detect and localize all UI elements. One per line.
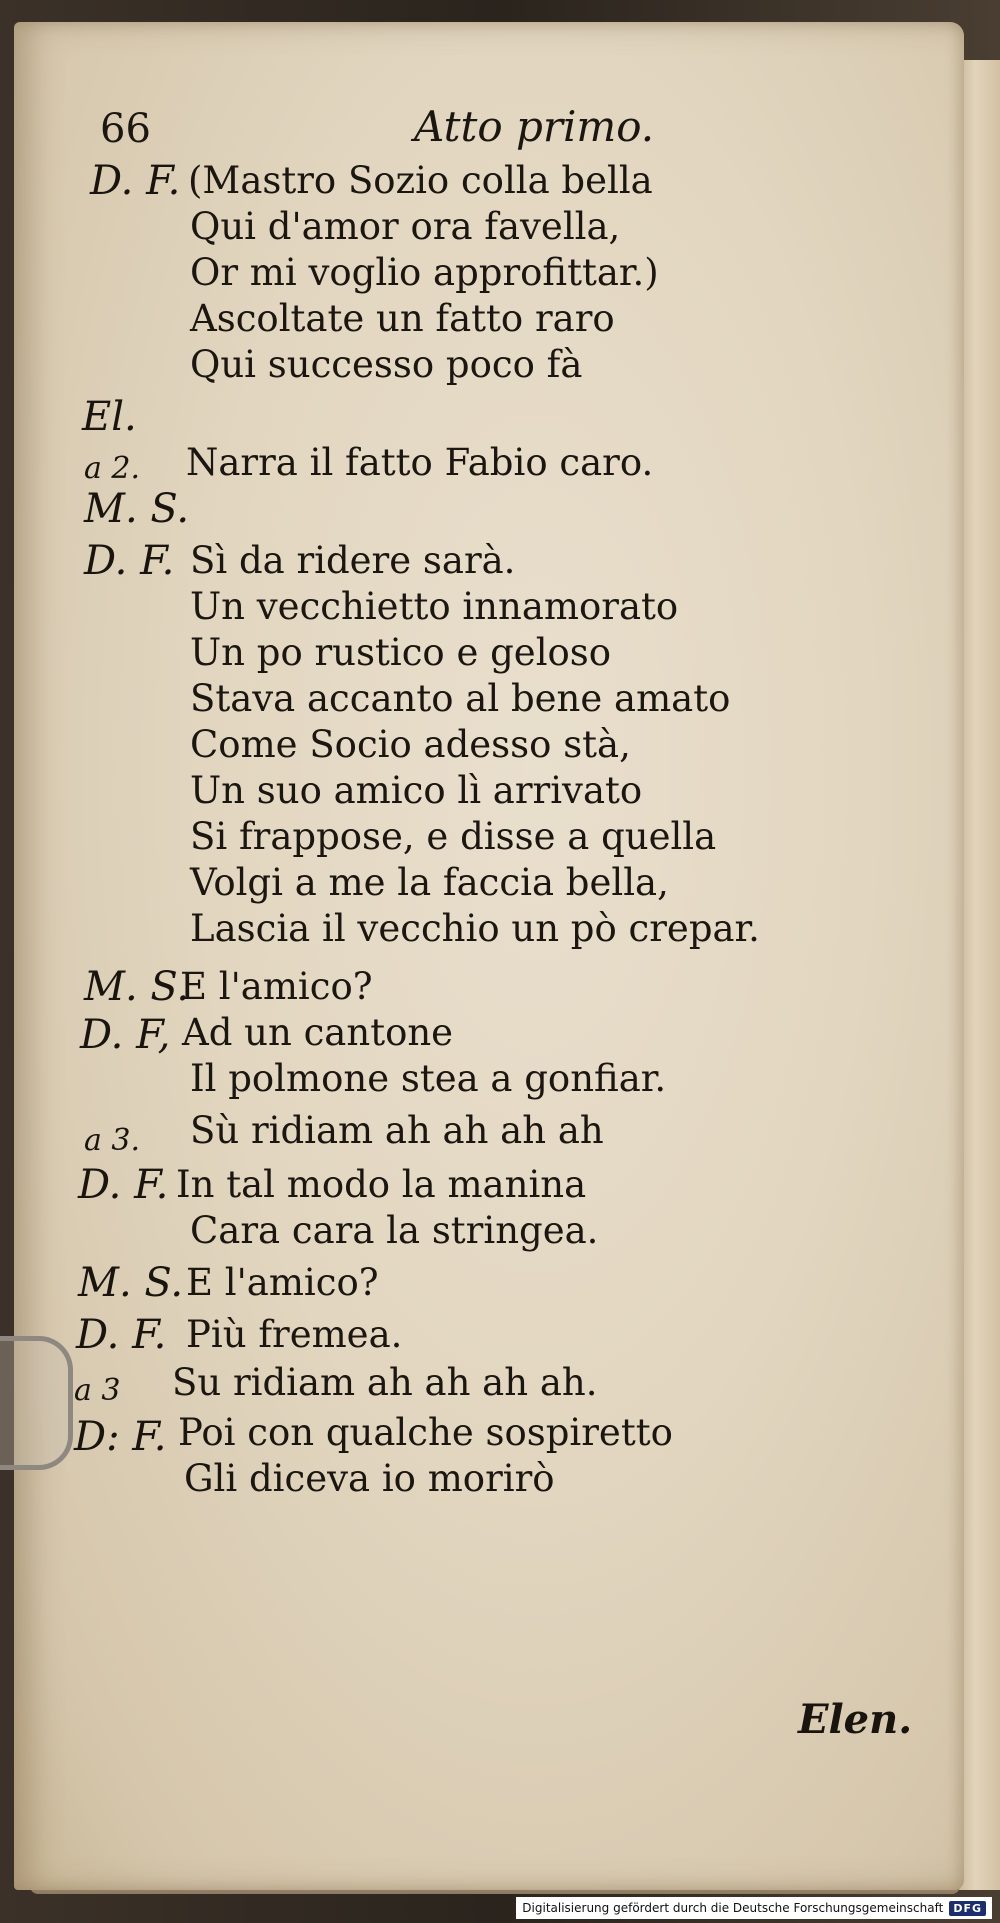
- verse-line: Lascia il vecchio un pò crepar.: [190, 907, 760, 950]
- verse-line: Su ridiam ah ah ah ah.: [172, 1361, 598, 1404]
- verse-line: Or mi voglio approfittar.): [190, 251, 659, 294]
- verse-line: Volgi a me la faccia bella,: [190, 861, 669, 904]
- speaker-label: D. F.: [84, 538, 175, 584]
- verse-line: (Mastro Sozio colla bella: [188, 159, 653, 202]
- verse-line: Il polmone stea a gonfiar.: [190, 1057, 667, 1100]
- catchword: Elen.: [798, 1696, 913, 1743]
- speaker-label: M. S.: [84, 486, 190, 532]
- verse-line: Qui successo poco fà: [190, 343, 583, 386]
- verse-line: Un vecchietto innamorato: [190, 585, 679, 628]
- book-page: [14, 22, 964, 1890]
- verse-line: Sì da ridere sarà.: [190, 539, 516, 582]
- speaker-label: a 2.: [84, 451, 141, 486]
- verse-line: Qui d'amor ora favella,: [190, 205, 621, 248]
- speaker-label: a 3.: [84, 1123, 141, 1158]
- verse-line: Ascoltate un fatto raro: [190, 297, 615, 340]
- digitization-footer: [516, 1897, 992, 1919]
- verse-line: E l'amico?: [186, 1261, 379, 1304]
- verse-line: E l'amico?: [180, 965, 373, 1008]
- verse-line: Cara cara la stringea.: [190, 1209, 599, 1252]
- footer-text: Digitalisierung gefördert durch die Deutsche Forschungsgemeinschaft: [522, 1901, 944, 1915]
- verse-line: In tal modo la manina: [176, 1163, 587, 1206]
- verse-line: Stava accanto al bene amato: [190, 677, 731, 720]
- verse-line: Gli diceva io morirò: [184, 1457, 555, 1500]
- speaker-label: D. F,: [80, 1012, 171, 1058]
- verse-line: Sù ridiam ah ah ah ah: [190, 1109, 604, 1152]
- speaker-label: D. F.: [76, 1312, 167, 1358]
- speaker-label: D. F.: [78, 1162, 169, 1208]
- speaker-label: a 3: [74, 1373, 121, 1408]
- verse-line: Come Socio adesso stà,: [190, 723, 631, 766]
- verse-line: Un suo amico lì arrivato: [190, 769, 643, 812]
- speaker-label: D: F.: [74, 1414, 167, 1460]
- speaker-label: M. S.: [78, 1260, 184, 1306]
- verse-line: Un po rustico e geloso: [190, 631, 612, 674]
- verse-line: Più fremea.: [186, 1313, 403, 1356]
- page-header: [100, 102, 800, 162]
- speaker-label: El.: [82, 394, 137, 440]
- page-clip: [0, 1336, 73, 1470]
- speaker-label: D. F.: [90, 158, 181, 204]
- page-number: 66: [100, 106, 151, 152]
- verse-line: Si frappose, e disse a quella: [190, 815, 717, 858]
- speaker-label: M. S.: [84, 964, 190, 1010]
- verse-line: Ad un cantone: [182, 1011, 454, 1054]
- running-title: Atto primo.: [414, 102, 655, 151]
- verse-line: Poi con qualche sospiretto: [178, 1411, 673, 1454]
- dfg-logo-icon: DFG: [949, 1901, 986, 1916]
- verse-line: Narra il fatto Fabio caro.: [186, 441, 654, 484]
